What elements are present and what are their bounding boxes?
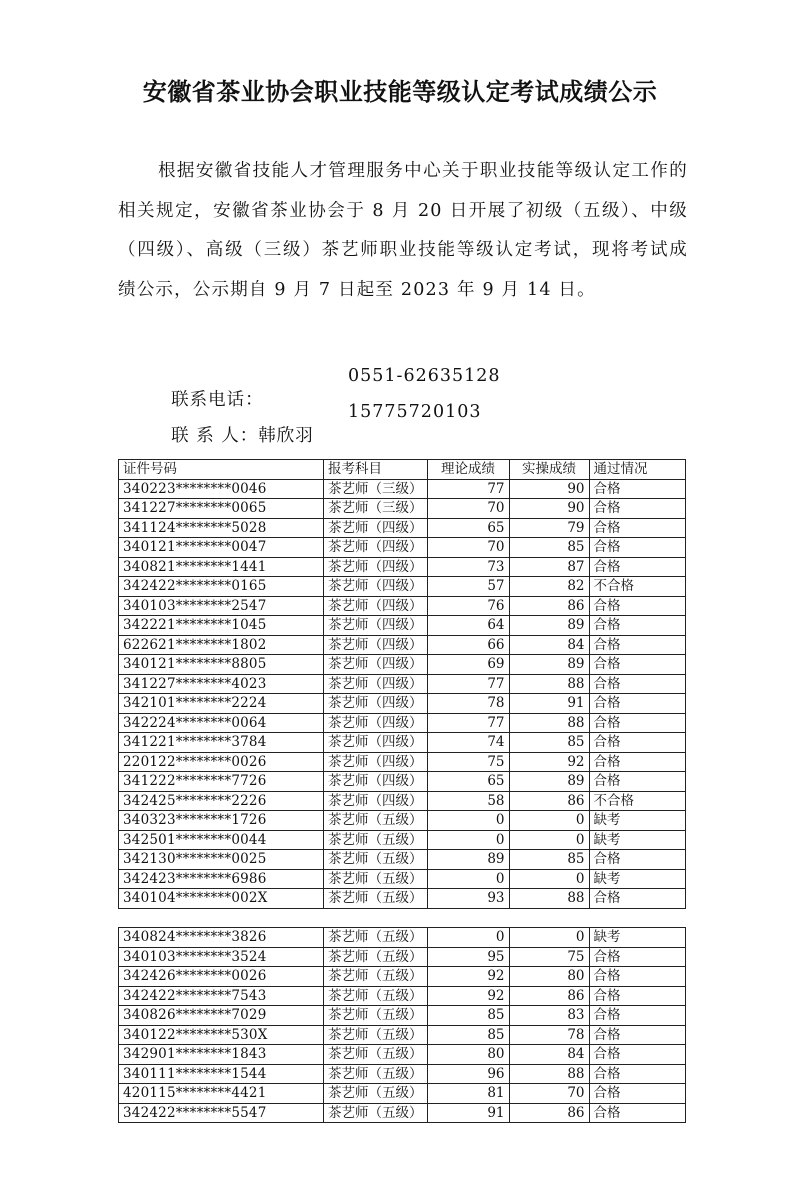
cell-practical: 82 [509, 577, 589, 597]
table-row [119, 967, 686, 987]
table-row [119, 596, 686, 616]
table-row [119, 986, 686, 1006]
cell-theory: 75 [427, 752, 509, 772]
cell-subject: 茶艺师（三级） [324, 479, 428, 499]
cell-subject: 茶艺师（四级） [324, 772, 428, 792]
cell-id: 340103********3524 [119, 947, 324, 967]
table-row [119, 674, 686, 694]
cell-status: 合格 [589, 655, 685, 675]
cell-subject: 茶艺师（四级） [324, 616, 428, 636]
cell-status: 合格 [589, 538, 685, 558]
cell-id: 340104********002X [119, 889, 324, 909]
cell-status: 合格 [589, 967, 685, 987]
cell-practical: 86 [509, 791, 589, 811]
cell-theory: 80 [427, 1045, 509, 1065]
table-row [119, 479, 686, 499]
table-row [119, 791, 686, 811]
cell-theory: 0 [427, 811, 509, 831]
table-row [119, 850, 686, 870]
cell-practical: 88 [509, 674, 589, 694]
score-table-part1 [118, 459, 686, 909]
cell-practical: 79 [509, 518, 589, 538]
cell-practical: 91 [509, 694, 589, 714]
cell-status: 合格 [589, 1045, 685, 1065]
table-row [119, 635, 686, 655]
table-row [119, 733, 686, 753]
cell-practical: 90 [509, 499, 589, 519]
cell-status: 合格 [589, 674, 685, 694]
cell-id: 342422********5547 [119, 1103, 324, 1123]
cell-subject: 茶艺师（五级） [324, 850, 428, 870]
table-row [119, 811, 686, 831]
cell-id: 342901********1843 [119, 1045, 324, 1065]
cell-subject: 茶艺师（四级） [324, 557, 428, 577]
cell-id: 340826********7029 [119, 1006, 324, 1026]
contact-phone-value: 0551-62635128 [348, 366, 501, 386]
cell-subject: 茶艺师（五级） [324, 1103, 428, 1123]
header-subject: 报考科目 [324, 460, 428, 480]
cell-practical: 88 [509, 889, 589, 909]
cell-practical: 0 [509, 869, 589, 889]
cell-practical: 88 [509, 1064, 589, 1084]
cell-theory: 91 [427, 1103, 509, 1123]
score-table-part2 [118, 927, 686, 1123]
table-row [119, 947, 686, 967]
cell-subject: 茶艺师（四级） [324, 733, 428, 753]
table-row [119, 538, 686, 558]
cell-theory: 70 [427, 499, 509, 519]
cell-theory: 96 [427, 1064, 509, 1084]
table-row [119, 518, 686, 538]
table-row [119, 869, 686, 889]
cell-id: 342130********0025 [119, 850, 324, 870]
table-row [119, 694, 686, 714]
cell-status: 合格 [589, 713, 685, 733]
cell-subject: 茶艺师（四级） [324, 596, 428, 616]
cell-practical: 86 [509, 1103, 589, 1123]
table-row [119, 1045, 686, 1065]
cell-theory: 93 [427, 889, 509, 909]
cell-status: 合格 [589, 635, 685, 655]
cell-practical: 88 [509, 713, 589, 733]
contact-person-phone: 15775720103 [348, 402, 482, 422]
cell-subject: 茶艺师（五级） [324, 1006, 428, 1026]
cell-id: 340103********2547 [119, 596, 324, 616]
cell-status: 合格 [589, 596, 685, 616]
cell-id: 220122********0026 [119, 752, 324, 772]
cell-theory: 92 [427, 986, 509, 1006]
cell-id: 340121********8805 [119, 655, 324, 675]
cell-subject: 茶艺师（四级） [324, 713, 428, 733]
table-row [119, 830, 686, 850]
cell-theory: 77 [427, 674, 509, 694]
cell-subject: 茶艺师（五级） [324, 1064, 428, 1084]
cell-practical: 0 [509, 830, 589, 850]
cell-practical: 90 [509, 479, 589, 499]
cell-id: 342422********0165 [119, 577, 324, 597]
cell-practical: 85 [509, 733, 589, 753]
table-row [119, 616, 686, 636]
cell-id: 342423********6986 [119, 869, 324, 889]
cell-subject: 茶艺师（四级） [324, 655, 428, 675]
cell-practical: 0 [509, 928, 589, 948]
cell-theory: 89 [427, 850, 509, 870]
header-theory: 理论成绩 [427, 460, 509, 480]
cell-practical: 85 [509, 850, 589, 870]
cell-subject: 茶艺师（五级） [324, 869, 428, 889]
cell-id: 622621********1802 [119, 635, 324, 655]
cell-theory: 0 [427, 830, 509, 850]
cell-subject: 茶艺师（五级） [324, 928, 428, 948]
table-row [119, 655, 686, 675]
cell-id: 341124********5028 [119, 518, 324, 538]
table-row [119, 1006, 686, 1026]
cell-subject: 茶艺师（四级） [324, 635, 428, 655]
cell-status: 缺考 [589, 928, 685, 948]
cell-status: 合格 [589, 772, 685, 792]
cell-id: 420115********4421 [119, 1084, 324, 1104]
table-row [119, 752, 686, 772]
cell-subject: 茶艺师（五级） [324, 830, 428, 850]
cell-id: 340821********1441 [119, 557, 324, 577]
table-row [119, 713, 686, 733]
cell-id: 340121********0047 [119, 538, 324, 558]
cell-theory: 81 [427, 1084, 509, 1104]
cell-subject: 茶艺师（五级） [324, 967, 428, 987]
header-practical: 实操成绩 [509, 460, 589, 480]
cell-theory: 92 [427, 967, 509, 987]
cell-id: 341227********0065 [119, 499, 324, 519]
cell-practical: 89 [509, 655, 589, 675]
cell-status: 缺考 [589, 830, 685, 850]
cell-theory: 76 [427, 596, 509, 616]
cell-id: 342422********7543 [119, 986, 324, 1006]
cell-theory: 58 [427, 791, 509, 811]
cell-theory: 74 [427, 733, 509, 753]
cell-status: 缺考 [589, 869, 685, 889]
cell-subject: 茶艺师（五级） [324, 947, 428, 967]
page-title: 安徽省茶业协会职业技能等级认定考试成绩公示 [142, 78, 658, 106]
cell-id: 342221********1045 [119, 616, 324, 636]
cell-id: 341227********4023 [119, 674, 324, 694]
cell-status: 不合格 [589, 577, 685, 597]
cell-practical: 89 [509, 772, 589, 792]
cell-status: 合格 [589, 947, 685, 967]
cell-subject: 茶艺师（五级） [324, 986, 428, 1006]
cell-id: 342224********0064 [119, 713, 324, 733]
cell-id: 342426********0026 [119, 967, 324, 987]
cell-subject: 茶艺师（五级） [324, 1025, 428, 1045]
cell-subject: 茶艺师（四级） [324, 694, 428, 714]
cell-practical: 70 [509, 1084, 589, 1104]
cell-status: 合格 [589, 499, 685, 519]
cell-theory: 65 [427, 772, 509, 792]
cell-subject: 茶艺师（五级） [324, 811, 428, 831]
cell-status: 合格 [589, 1064, 685, 1084]
cell-practical: 89 [509, 616, 589, 636]
cell-status: 合格 [589, 1006, 685, 1026]
cell-subject: 茶艺师（五级） [324, 1084, 428, 1104]
cell-theory: 65 [427, 518, 509, 538]
cell-status: 合格 [589, 733, 685, 753]
cell-practical: 87 [509, 557, 589, 577]
cell-subject: 茶艺师（四级） [324, 791, 428, 811]
cell-subject: 茶艺师（五级） [324, 1045, 428, 1065]
table-row [119, 928, 686, 948]
cell-practical: 92 [509, 752, 589, 772]
table-row [119, 577, 686, 597]
cell-theory: 85 [427, 1025, 509, 1045]
cell-theory: 70 [427, 538, 509, 558]
table-row [119, 1064, 686, 1084]
cell-practical: 84 [509, 635, 589, 655]
cell-theory: 0 [427, 869, 509, 889]
cell-id: 340223********0046 [119, 479, 324, 499]
cell-status: 合格 [589, 752, 685, 772]
cell-id: 341222********7726 [119, 772, 324, 792]
cell-status: 合格 [589, 616, 685, 636]
cell-subject: 茶艺师（四级） [324, 538, 428, 558]
cell-id: 342101********2224 [119, 694, 324, 714]
cell-theory: 69 [427, 655, 509, 675]
cell-practical: 86 [509, 986, 589, 1006]
cell-theory: 0 [427, 928, 509, 948]
cell-status: 不合格 [589, 791, 685, 811]
cell-subject: 茶艺师（四级） [324, 518, 428, 538]
table-row [119, 499, 686, 519]
cell-theory: 95 [427, 947, 509, 967]
cell-status: 合格 [589, 1084, 685, 1104]
cell-id: 340824********3826 [119, 928, 324, 948]
table-row [119, 889, 686, 909]
contact-phone-label: 联系电话： [171, 390, 264, 410]
table-row [119, 1025, 686, 1045]
cell-practical: 86 [509, 596, 589, 616]
cell-subject: 茶艺师（四级） [324, 752, 428, 772]
cell-status: 合格 [589, 1103, 685, 1123]
cell-status: 缺考 [589, 811, 685, 831]
cell-practical: 83 [509, 1006, 589, 1026]
cell-practical: 80 [509, 967, 589, 987]
cell-subject: 茶艺师（四级） [324, 577, 428, 597]
cell-theory: 73 [427, 557, 509, 577]
cell-subject: 茶艺师（五级） [324, 889, 428, 909]
cell-subject: 茶艺师（四级） [324, 674, 428, 694]
table-row [119, 1103, 686, 1123]
cell-theory: 77 [427, 479, 509, 499]
cell-theory: 85 [427, 1006, 509, 1026]
cell-theory: 64 [427, 616, 509, 636]
cell-theory: 66 [427, 635, 509, 655]
cell-practical: 85 [509, 538, 589, 558]
cell-id: 341221********3784 [119, 733, 324, 753]
cell-id: 340122********530X [119, 1025, 324, 1045]
cell-status: 合格 [589, 694, 685, 714]
cell-status: 合格 [589, 479, 685, 499]
cell-theory: 77 [427, 713, 509, 733]
contact-person-label: 联 系 人：韩欣羽 [171, 426, 314, 446]
table-row [119, 557, 686, 577]
cell-status: 合格 [589, 986, 685, 1006]
table-row [119, 1084, 686, 1104]
contact-person-line [158, 402, 482, 467]
cell-status: 合格 [589, 850, 685, 870]
cell-status: 合格 [589, 557, 685, 577]
header-status: 通过情况 [589, 460, 685, 480]
header-id: 证件号码 [119, 460, 324, 480]
cell-status: 合格 [589, 1025, 685, 1045]
table-row [119, 772, 686, 792]
cell-id: 342425********2226 [119, 791, 324, 811]
cell-status: 合格 [589, 518, 685, 538]
notice-paragraph: 根据安徽省技能人才管理服务中心关于职业技能等级认定工作的相关规定，安徽省茶业协会于 8 月 20 日开展了初级（五级）、中级（四级）、高级（三级）茶艺师职业技能等级认定考试，现将考试成绩公示，公示期自 9 月 7 日起至 2023 年 9 月 14 日。 [118, 161, 688, 300]
cell-theory: 78 [427, 694, 509, 714]
cell-subject: 茶艺师（三级） [324, 499, 428, 519]
cell-practical: 78 [509, 1025, 589, 1045]
cell-practical: 75 [509, 947, 589, 967]
cell-status: 合格 [589, 889, 685, 909]
cell-id: 340323********1726 [119, 811, 324, 831]
cell-practical: 84 [509, 1045, 589, 1065]
table-header-row [119, 460, 686, 480]
cell-practical: 0 [509, 811, 589, 831]
cell-id: 342501********0044 [119, 830, 324, 850]
cell-id: 340111********1544 [119, 1064, 324, 1084]
cell-theory: 57 [427, 577, 509, 597]
